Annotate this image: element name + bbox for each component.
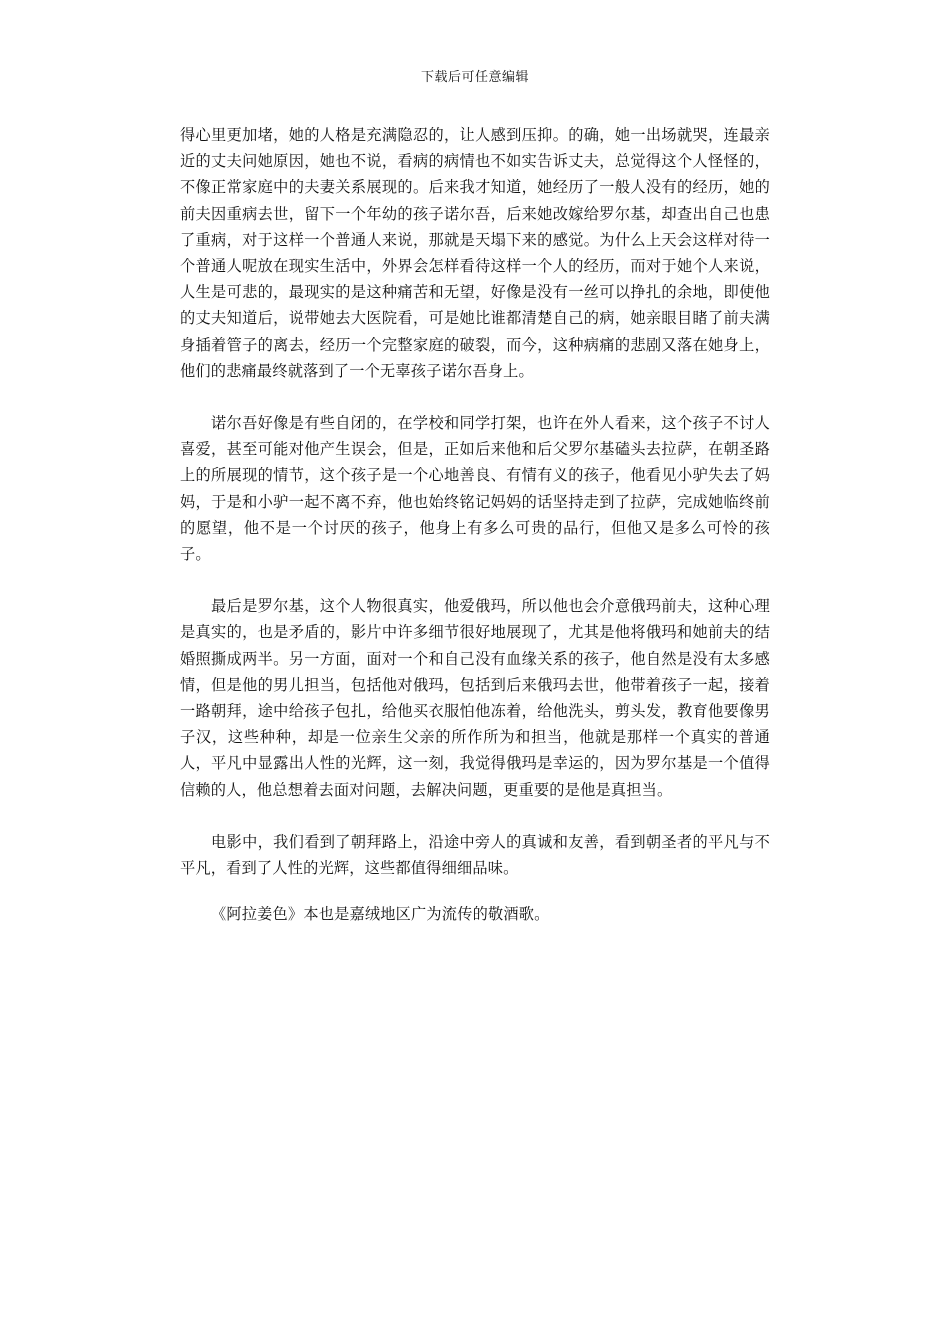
paragraph-1: 得心里更加堵，她的人格是充满隐忍的，让人感到压抑。的确，她一出场就哭，连最亲近的丈夫问她原因，她也不说，看病的病情也不如实告诉丈夫，总觉得这个人怪怪的，不像正常家庭中的夫妻关系展现的。后来我才知道，她经历了一般人没有的经历，她的前夫因重病去世，留下一个年幼的孩子诺尔吾，后来她改嫁给罗尔基，却查出自己也患了重病，对于这样一个普通人来说，那就是天塌下来的感觉。为什么上天会这样对待一个普通人呢放在现实生活中，外界会怎样看待这样一个人的经历，而对于她个人来说，人生是可悲的，最现实的是这种痛苦和无望，好像是没有一丝可以挣扎的余地，即使他的丈夫知道后，说带她去大医院看，可是她比谁都清楚自己的病，她亲眼目睹了前夫满身插着管子的离去，经历一个完整家庭的破裂，而今，这种病痛的悲剧又落在她身上，他们的悲痛最终就落到了一个无辜孩子诺尔吾身上。	[180, 126, 770, 380]
paragraph-4: 电影中，我们看到了朝拜路上，沿途中旁人的真诚和友善，看到朝圣者的平凡与不平凡，看到了人性的光辉，这些都值得细细品味。	[180, 832, 770, 878]
paragraph-3: 最后是罗尔基，这个人物很真实，他爱俄玛，所以他也会介意俄玛前夫，这种心理是真实的，也是矛盾的，影片中许多细节很好地展现了，尤其是他将俄玛和她前夫的结婚照撕成两半。另一方面，面对一个和自己没有血缘关系的孩子，他自然是没有太多感情，但是他的男儿担当，包括他对俄玛，包括到后来俄玛去世，他带着孩子一起，接着一路朝拜，途中给孩子包扎，给他买衣服怕他冻着，给他洗头，剪头发，教育他要像男子汉，这些种种，却是一位亲生父亲的所作所为和担当，他就是那样一个真实的普通人，平凡中显露出人性的光辉，这一刻，我觉得俄玛是幸运的，因为罗尔基是一个值得信赖的人，他总想着去面对问题，去解决问题，更重要的是他是真担当。	[180, 597, 770, 799]
paragraph-2: 诺尔吾好像是有些自闭的，在学校和同学打架，也许在外人看来，这个孩子不讨人喜爱，甚至可能对他产生误会，但是，正如后来他和后父罗尔基磕头去拉萨，在朝圣路上的所展现的情节，这个孩子是一个心地善良、有情有义的孩子，他看见小驴失去了妈妈，于是和小驴一起不离不弃，他也始终铭记妈妈的话坚持走到了拉萨，完成她临终前的愿望，他不是一个讨厌的孩子，他身上有多么可贵的品行，但他又是多么可怜的孩子。	[180, 414, 770, 564]
paragraph-5: 《阿拉姜色》本也是嘉绒地区广为流传的敬酒歌。	[211, 905, 550, 924]
header-note: 下载后可任意编辑	[420, 70, 529, 85]
document-body	[180, 122, 770, 927]
